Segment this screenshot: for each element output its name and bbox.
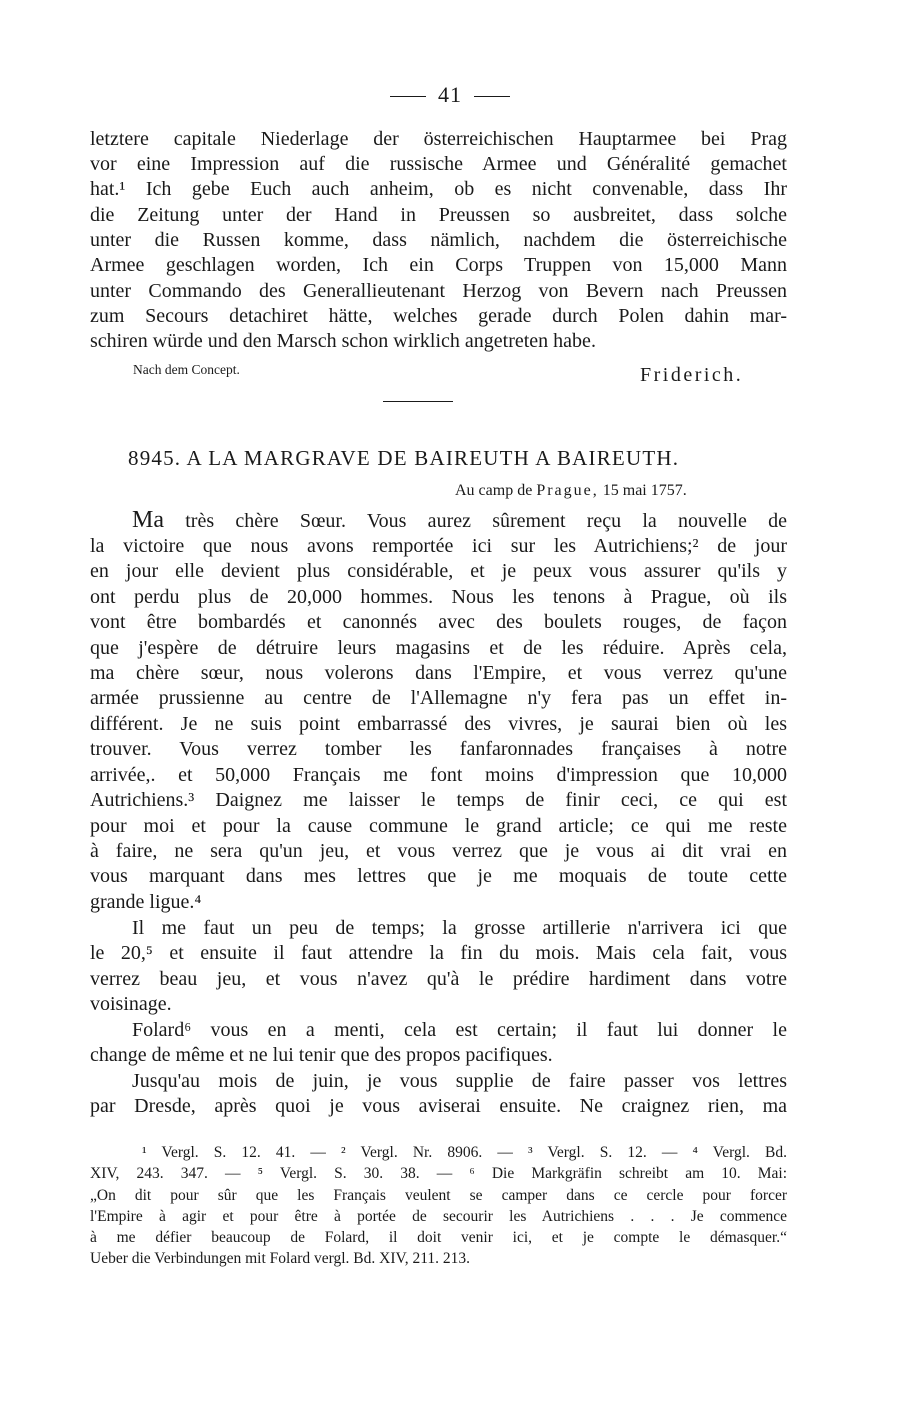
- page-number-value: 41: [438, 82, 462, 107]
- section-divider: [383, 401, 453, 402]
- letter-line: ma chère sœur, nous volerons dans l'Empire, et vous verrez qu'une: [90, 662, 787, 684]
- letter-line: pour moi et pour la cause commune le grand article; ce qui me reste: [90, 815, 787, 837]
- page-number-dash-left: [390, 96, 426, 97]
- letter-line: Jusqu'au mois de juin, je vous supplie de faire passer vos lettres: [132, 1070, 787, 1092]
- prev-letter-line: hat.¹ Ich gebe Euch auch anheim, ob es nicht convenable, dass Ihr: [90, 178, 787, 200]
- letter-line: Il me faut un peu de temps; la grosse artillerie n'arrivera ici que: [132, 917, 787, 939]
- prev-letter-line: Armee geschlagen worden, Ich ein Corps Truppen von 15,000 Mann: [90, 254, 787, 276]
- prev-letter-line: zum Secours detachiret hätte, welches gerade durch Polen dahin mar-: [90, 305, 787, 327]
- prev-letter-line: unter Commando des Generallieutenant Herzog von Bevern nach Preussen: [90, 280, 787, 302]
- letter-line: voisinage.: [90, 993, 172, 1015]
- letter-line: vont être bombardés et canonnés avec des boulets rouges, de façon: [90, 611, 787, 633]
- prev-letter-line: schiren würde und den Marsch schon wirklich angetreten habe.: [90, 330, 596, 352]
- dateline-place: Prague,: [536, 482, 599, 499]
- letter-line: à faire, ne sera qu'un jeu, et vous verrez que je vous ai dit vrai en: [90, 840, 787, 862]
- page-number: [0, 82, 900, 108]
- letter-line: le 20,⁵ et ensuite il faut attendre la fin du mois. Mais cela fait, vous: [90, 942, 787, 964]
- letter-line: arrivée,. et 50,000 Français me font moins d'impression que 10,000: [90, 764, 787, 786]
- letter-line-text: très chère Sœur. Vous aurez sûrement reçu la nouvelle de: [164, 510, 787, 532]
- dateline-prefix: Au camp de: [455, 482, 533, 499]
- footnote-line: XIV, 243. 347. — ⁵ Vergl. S. 30. 38. — ⁶ Die Markgräfin schreibt am 10. Mai:: [90, 1165, 787, 1182]
- prev-letter-line: vor eine Impression auf die russische Armee und Généralité gemachet: [90, 153, 787, 175]
- letter-line: que j'espère de détruire leurs magasins et de les réduire. Après cela,: [90, 637, 787, 659]
- prev-letter-line: die Zeitung unter der Hand in Preussen so ausbreitet, dass solche: [90, 204, 787, 226]
- letter-line: [90, 508, 787, 534]
- footnote-line: ¹ Vergl. S. 12. 41. — ² Vergl. Nr. 8906. — ³ Vergl. S. 12. — ⁴ Vergl. Bd.: [142, 1144, 787, 1161]
- dateline: [455, 482, 687, 500]
- signature: Friderich.: [640, 364, 744, 386]
- letter-line: ont perdu plus de 20,000 hommes. Nous les tenons à Prague, où ils: [90, 586, 787, 608]
- footnote-line: l'Empire à agir et pour être à portée de secourir les Autrichiens . . . Je commence: [90, 1208, 787, 1225]
- source-note: Nach dem Concept.: [133, 362, 240, 377]
- letter-line: armée prussienne au centre de l'Allemagne n'y fera pas un effet in-: [90, 687, 787, 709]
- prev-letter-line: letztere capitale Niederlage der österreichischen Hauptarmee bei Prag: [90, 128, 787, 150]
- letter-line: différent. Je ne suis point embarrassé des vivres, je saurai bien où les: [90, 713, 787, 735]
- letter-line: la victoire que nous avons remportée ici sur les Autrichiens;² de jour: [90, 535, 787, 557]
- prev-letter-line: unter die Russen komme, dass nämlich, nachdem die österreichische: [90, 229, 787, 251]
- letter-line: grande ligue.⁴: [90, 891, 202, 913]
- letter-line: verrez beau jeu, et vous n'avez qu'à le prédire hardiment dans votre: [90, 968, 787, 990]
- letter-line: Folard⁶ vous en a menti, cela est certain; il faut lui donner le: [132, 1019, 787, 1041]
- footnote-line: Ueber die Verbindungen mit Folard vergl. Bd. XIV, 211. 213.: [90, 1250, 470, 1267]
- salutation-initial: Ma: [132, 507, 164, 533]
- letter-line: trouver. Vous verrez tomber les fanfaronnades françaises à notre: [90, 738, 787, 760]
- letter-line: change de même et ne lui tenir que des propos pacifiques.: [90, 1044, 553, 1066]
- letter-line: vous marquant dans mes lettres que je me moquais de toute cette: [90, 865, 787, 887]
- dateline-date: 15 mai 1757.: [602, 482, 687, 499]
- footnote-line: à me défier beaucoup de Folard, il doit venir ici, et je compte le démasquer.“: [90, 1229, 787, 1246]
- letter-line: Autrichiens.³ Daignez me laisser le temps de finir ceci, ce qui est: [90, 789, 787, 811]
- letter-heading: 8945. A LA MARGRAVE DE BAIREUTH A BAIREUTH.: [128, 446, 680, 470]
- letter-line: en jour elle devient plus considérable, et je peux vous assurer qu'ils y: [90, 560, 787, 582]
- page-number-dash-right: [474, 96, 510, 97]
- footnote-line: „On dit pour sûr que les Français veulent se camper dans ce cercle pour forcer: [90, 1187, 787, 1204]
- letter-line: par Dresde, après quoi je vous aviserai ensuite. Ne craignez rien, ma: [90, 1095, 787, 1117]
